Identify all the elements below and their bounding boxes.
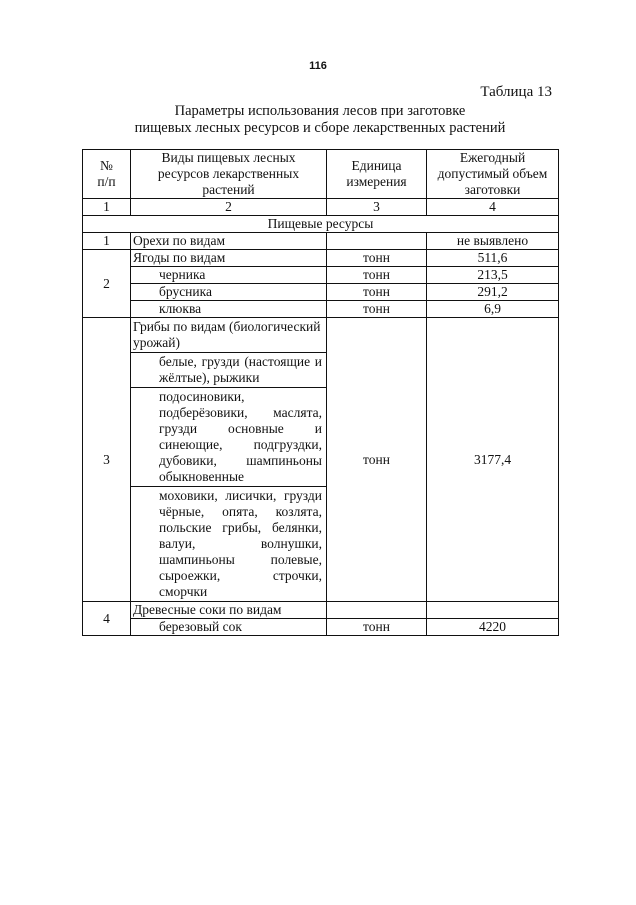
unit-cell: тонн: [327, 301, 427, 318]
unit-cell: тонн: [327, 619, 427, 636]
resource-item: брусника: [131, 284, 327, 301]
header-unit: Единица измерения: [327, 150, 427, 199]
page-number: 116: [309, 60, 327, 72]
row-number: 4: [83, 602, 131, 636]
section-row: [83, 216, 559, 233]
resource-item: клюква: [131, 301, 327, 318]
volume-cell: 213,5: [427, 267, 559, 284]
unit-cell: [327, 233, 427, 250]
volume-cell: 6,9: [427, 301, 559, 318]
column-number-row: [83, 199, 559, 216]
col-number-4: 4: [427, 199, 559, 216]
resource-group: Древесные соки по видам: [131, 602, 327, 619]
table-row: [83, 267, 559, 284]
table-row: [83, 318, 559, 353]
table-label: Таблица 13: [480, 84, 552, 100]
table-row: [83, 233, 559, 250]
resources-table: [82, 149, 559, 636]
table-row: [83, 301, 559, 318]
volume-cell: 4220: [427, 619, 559, 636]
volume-cell: не выявлено: [427, 233, 559, 250]
resource-item: подосиновики, подберёзовики, маслята, грузди основные и синеющие, подгруздки, дубовики, шампиньоны обыкновенные: [131, 388, 327, 487]
table-row: [83, 284, 559, 301]
resource-item: березовый сок: [131, 619, 327, 636]
row-number: 1: [83, 233, 131, 250]
table-row: [83, 250, 559, 267]
col-number-1: 1: [83, 199, 131, 216]
unit-cell: тонн: [327, 284, 427, 301]
title-line-2: пищевых лесных ресурсов и сборе лекарственных растений: [134, 120, 506, 136]
col-number-2: 2: [131, 199, 327, 216]
header-volume: Ежегодный допустимый объем заготовки: [427, 150, 559, 199]
table-row: [83, 619, 559, 636]
resource-item: белые, грузди (настоящие и жёлтые), рыжики: [131, 353, 327, 388]
document-title: [60, 103, 580, 137]
resource-kind: Орехи по видам: [131, 233, 327, 250]
resource-group: Грибы по видам (биологический урожай): [131, 318, 327, 353]
unit-cell: тонн: [327, 250, 427, 267]
volume-cell: 511,6: [427, 250, 559, 267]
volume-cell: 291,2: [427, 284, 559, 301]
resource-group: Ягоды по видам: [131, 250, 327, 267]
section-food-label: Пищевые ресурсы: [83, 216, 559, 233]
volume-cell: 3177,4: [427, 318, 559, 602]
header-kinds: Виды пищевых лесных ресурсов лекарственных растений: [131, 150, 327, 199]
row-number: 2: [83, 250, 131, 318]
title-line-1: Параметры использования лесов при заготовке: [174, 103, 466, 119]
header-row: [83, 150, 559, 199]
table-row: [83, 602, 559, 619]
resource-item: черника: [131, 267, 327, 284]
row-number: 3: [83, 318, 131, 602]
resource-item: моховики, лисички, грузди чёрные, опята, козлята, польские грибы, белянки, валуи, волнушки, шампиньоны полевые, сыроежки, строчки, сморчки: [131, 487, 327, 602]
volume-cell: [427, 602, 559, 619]
header-num: № п/п: [83, 150, 131, 199]
unit-cell: тонн: [327, 267, 427, 284]
unit-cell: [327, 602, 427, 619]
unit-cell: тонн: [327, 318, 427, 602]
col-number-3: 3: [327, 199, 427, 216]
